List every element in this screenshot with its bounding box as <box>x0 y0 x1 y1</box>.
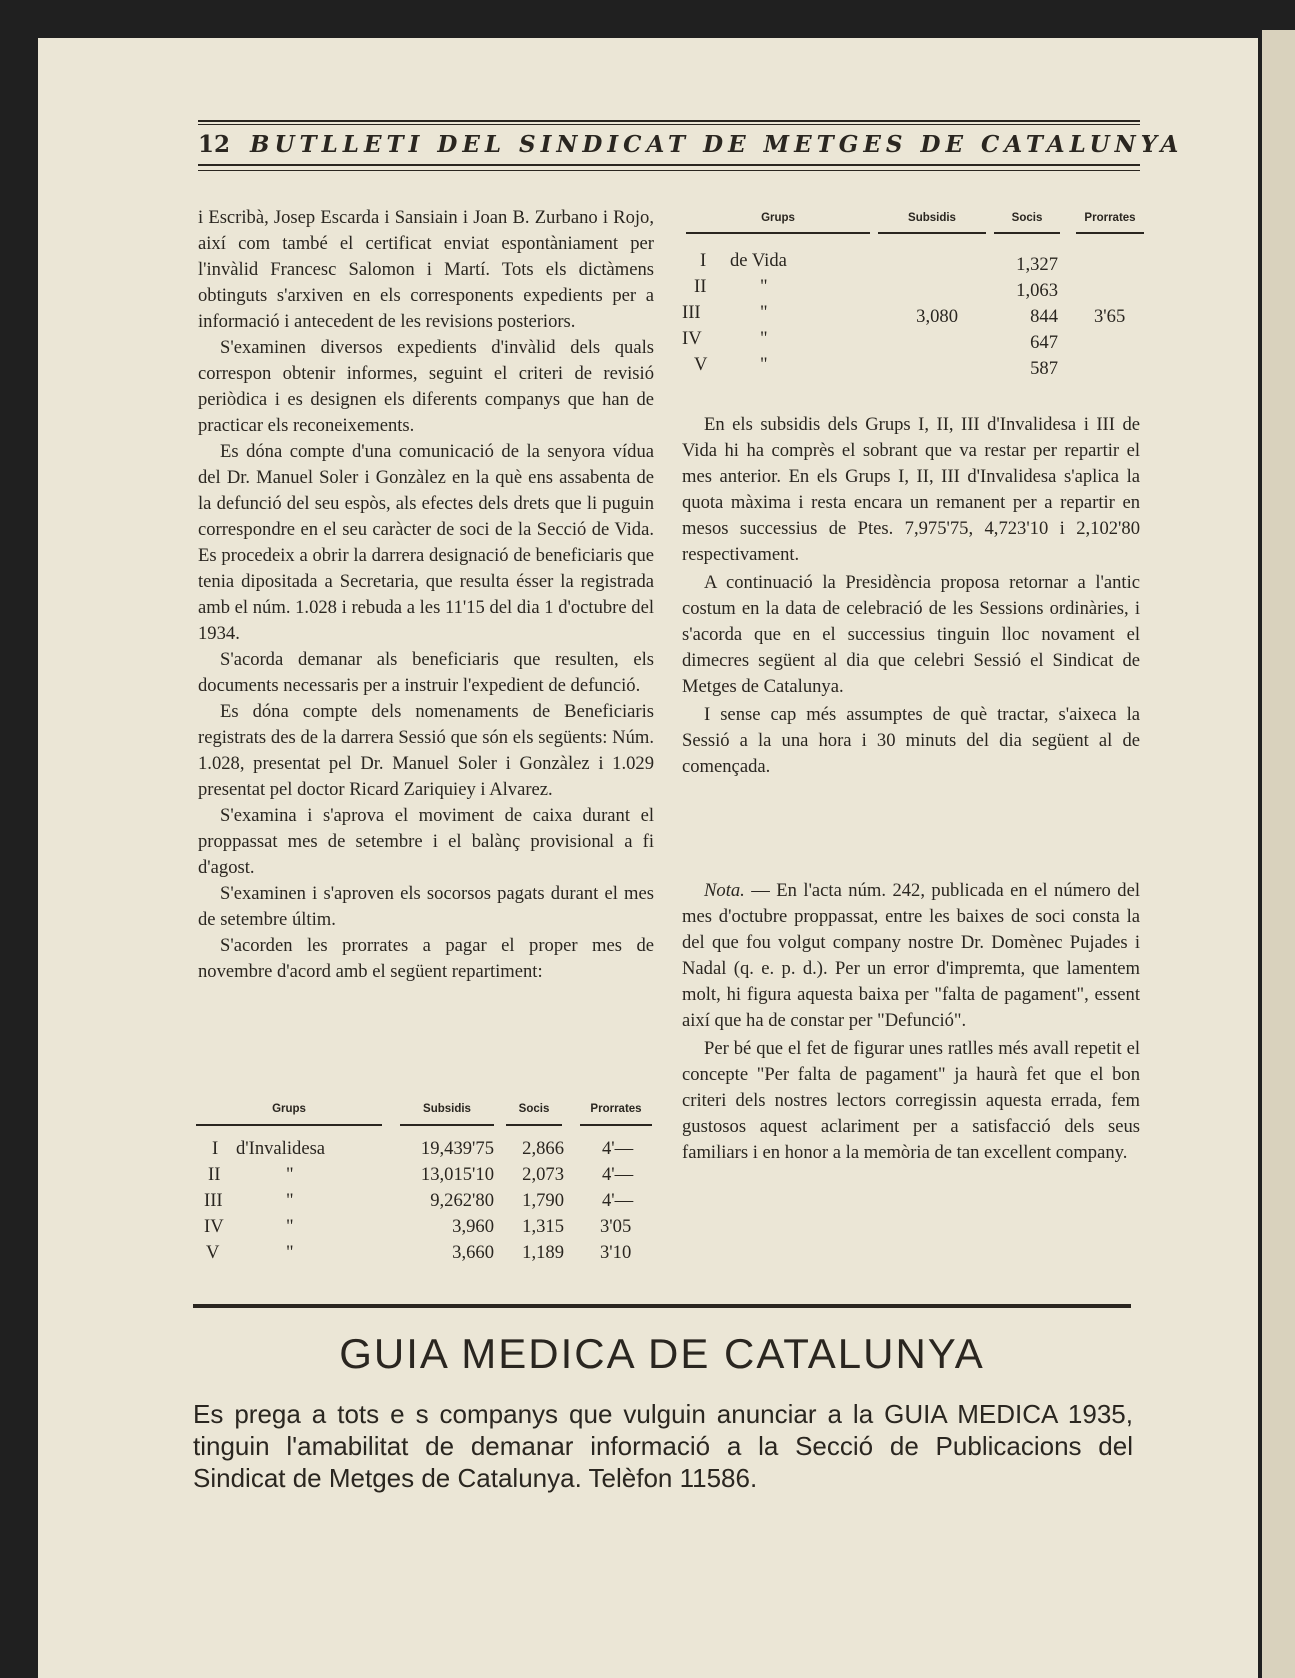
table-cell: 9,262'80 <box>430 1190 494 1211</box>
table-cell: 2,073 <box>522 1164 564 1185</box>
table-header: Socis <box>1011 212 1043 224</box>
paragraph: S'examinen diversos expedients d'invàlid dels quals correspon obtenir informes, seguint el criteri de revisió periòdica i es designen els diferents companys que han de practicar els reconeixements. <box>198 337 654 436</box>
table-cell: " <box>760 328 768 349</box>
header-bottom-rule-thin <box>198 170 1140 171</box>
table-cell: 587 <box>1030 358 1058 379</box>
table-cell: " <box>760 302 768 323</box>
table-cell: 3,660 <box>452 1242 494 1263</box>
table-header: Socis <box>518 1103 550 1115</box>
table-cell: 1,189 <box>522 1242 564 1263</box>
table-header: Grups <box>272 1103 306 1115</box>
table-cell: 647 <box>1030 332 1058 353</box>
table-cell: " <box>286 1242 294 1263</box>
table-cell: 4'— <box>602 1138 634 1159</box>
table-cell: 2,866 <box>522 1138 564 1159</box>
table-cell: 19,439'75 <box>420 1138 494 1159</box>
table-header: Subsidis <box>423 1103 471 1115</box>
journal-title: BUTLLETI DEL SINDICAT DE METGES DE CATALUNYA <box>250 131 1184 158</box>
header-underline <box>580 1124 652 1126</box>
header-bottom-rule <box>198 164 1140 166</box>
header-underline <box>1076 232 1144 234</box>
running-header <box>198 131 1184 165</box>
advert-divider <box>193 1304 1131 1308</box>
advert-title: GUIA MEDICA DE CATALUNYA <box>339 1330 985 1377</box>
table-cell: 1,790 <box>522 1190 564 1211</box>
table-cell: IV <box>204 1216 224 1237</box>
header-underline <box>878 232 986 234</box>
table-cell: " <box>760 276 768 297</box>
table-cell: " <box>286 1164 294 1185</box>
table-cell: II <box>694 276 707 297</box>
table-cell: 844 <box>1030 306 1058 327</box>
table-cell: 3,960 <box>452 1216 494 1237</box>
header-underline <box>400 1124 494 1126</box>
paragraph: S'examina i s'aprova el moviment de caixa durant el proppassat mes de setembre i el balànç provisional a fi d'agost. <box>198 805 654 878</box>
table-cell: IV <box>682 328 702 349</box>
table-cell: I <box>212 1138 219 1159</box>
table-cell: II <box>208 1164 221 1185</box>
table-cell: V <box>694 354 708 375</box>
page-number: 12 <box>198 131 231 158</box>
table-cell: " <box>286 1216 294 1237</box>
table-header: Grups <box>761 212 795 224</box>
table-cell-prorrata: 3'65 <box>1094 306 1126 327</box>
header-underline <box>196 1124 382 1126</box>
table-cell: III <box>682 302 701 323</box>
table-cell: 1,327 <box>1016 254 1058 275</box>
paragraph: Per bé que el fet de figurar unes ratlles més avall repetit el concepte "Per falta de pagament" ja haurà fet que el bon criteri dels nostres lectors corregissin aquesta errada, fem gustosos aquest aclariment per a satisfacció dels seus familiars i en honor a la memòria de tan excellent company. <box>682 1038 1140 1163</box>
table-header: Subsidis <box>908 212 956 224</box>
header-underline <box>994 232 1060 234</box>
paragraph: S'examinen i s'aproven els socorsos pagats durant el mes de setembre últim. <box>198 883 654 930</box>
table-cell: " <box>760 354 768 375</box>
nota-block <box>682 878 1140 1166</box>
paragraph <box>682 878 1140 1034</box>
table-cell: 1,315 <box>522 1216 564 1237</box>
table-cell: 1,063 <box>1016 280 1058 301</box>
paragraph: Es dóna compte d'una comunicació de la senyora vídua del Dr. Manuel Soler i Gonzàlez en la què ens assabenta de la defunció del seu espòs, als efectes dels drets que li puguin correspondre en el seu caràcter de soci de la Secció de Vida. Es procedeix a obrir la darrera designació de beneficiaris que tenia dipositada a Secretaria, que resulta ésser la registrada amb el núm. 1.028 i rebuda a les 11'15 del dia 1 d'octubre del 1934. <box>198 441 654 644</box>
paragraph: S'acorden les prorrates a pagar el proper mes de novembre d'acord amb el següent repartiment: <box>198 935 654 982</box>
table-cell: I <box>700 250 707 271</box>
advert-body: Es prega a tots e s companys que vulguin anunciar a la GUIA MEDICA 1935, tinguin l'amabilitat de demanar informació a la Secció de Publicacions del Sindicat de Metges de Catalunya. Telèfon 11586. <box>193 1399 1133 1493</box>
paragraph: S'acorda demanar als beneficiaris que resulten, els documents necessaris per a instruir l'expedient de defunció. <box>198 649 654 696</box>
nota-text: — En l'acta núm. 242, publicada en el número del mes d'octubre proppassat, entre les baixes de soci consta la del que fou volgut company nostre Dr. Domènec Pujades i Nadal (q. e. p. d.). Per un error d'impremta, que lamentem molt, hi figura aquesta baixa per "falta de pagament", essent així que ha de constar per "Defunció". <box>682 880 1140 1031</box>
header-top-rule <box>198 120 1140 122</box>
header-underline <box>506 1124 562 1126</box>
table-cell: 3'05 <box>600 1216 632 1237</box>
right-column <box>682 412 1140 780</box>
header-underline <box>686 232 870 234</box>
table-header: Prorrates <box>590 1103 642 1115</box>
table-header: Prorrates <box>1084 212 1136 224</box>
table-cell: de Vida <box>730 250 787 271</box>
left-column <box>198 205 654 985</box>
header-top-rule-thin <box>198 124 1140 125</box>
table-cell: 13,015'10 <box>420 1164 494 1185</box>
table-cell: V <box>206 1242 220 1263</box>
table-cell: III <box>204 1190 223 1211</box>
facing-page-edge <box>1262 30 1295 1678</box>
table-cell-subsidi: 3,080 <box>916 306 958 327</box>
table-cell: d'Invalidesa <box>236 1138 326 1159</box>
paragraph: I sense cap més assumptes de què tractar, s'aixeca la Sessió a la una hora i 30 minuts del dia següent al de començada. <box>682 704 1140 777</box>
paragraph: A continuació la Presidència proposa retornar a l'antic costum en la data de celebració de les Sessions ordinàries, i s'acorda que en el successius tinguin lloc novament el dimecres següent al dia que celebri Sessió el Sindicat de Metges de Catalunya. <box>682 572 1140 697</box>
table-cell: " <box>286 1190 294 1211</box>
table-cell: 4'— <box>602 1164 634 1185</box>
paragraph: En els subsidis dels Grups I, II, III d'Invalidesa i III de Vida hi ha comprès el sobrant que va restar per repartir el mes anterior. En els Grups I, II, III d'Invalidesa s'aplica la quota màxima i resta encara un remanent per a repartir en mesos successius de Ptes. 7,975'75, 4,723'10 i 2,102'80 respectivament. <box>682 414 1140 565</box>
table-cell: 4'— <box>602 1190 634 1211</box>
table-cell: 3'10 <box>600 1242 632 1263</box>
paragraph: Es dóna compte dels nomenaments de Beneficiaris registrats des de la darrera Sessió que són els següents: Núm. 1.028, presentat pel Dr. Manuel Soler i Gonzàlez i 1.029 presentat pel doctor Ricard Zariquiey i Alvarez. <box>198 701 654 800</box>
paragraph: i Escribà, Josep Escarda i Sansiain i Joan B. Zurbano i Rojo, així com també el certificat enviat espontàniament per l'invàlid Francesc Salomon i Martí. Tots els dictàmens obtinguts s'arxiven en els corresponents expedients per a informació i antecedent de les revisions posteriors. <box>198 207 654 332</box>
nota-label: Nota. <box>704 880 745 901</box>
